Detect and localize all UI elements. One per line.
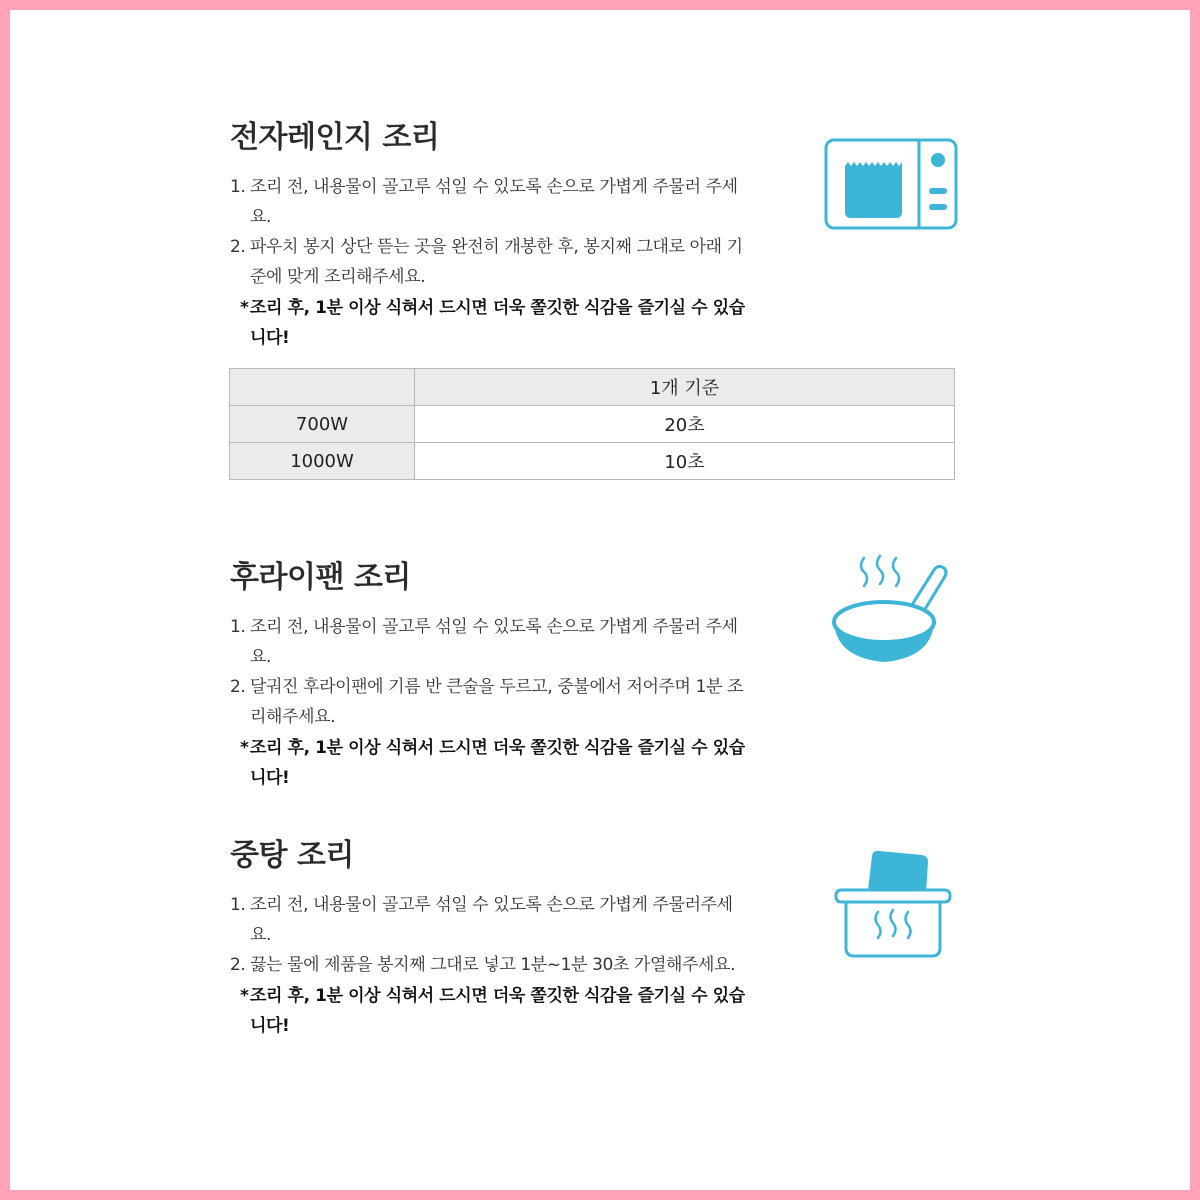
step-item: [230, 890, 750, 950]
step-number: 1.: [230, 895, 246, 915]
note-text: [230, 293, 750, 353]
wattage-cell: 700W: [230, 406, 415, 443]
step-text: 조리 전, 내용물이 골고루 섞일 수 있도록 손으로 가볍게 주물러 주세요.: [250, 177, 738, 227]
table-row: [230, 406, 955, 443]
section-title: 중탕 조리: [230, 838, 354, 873]
microwave-section: [230, 112, 750, 353]
wattage-cell: 1000W: [230, 443, 415, 480]
cooking-time-table: [229, 368, 955, 480]
double-boiler-section: [230, 830, 750, 1041]
table-header-row: [230, 369, 955, 406]
step-item: [230, 232, 750, 292]
step-number: 2.: [230, 677, 246, 697]
step-text: 조리 전, 내용물이 골고루 섞일 수 있도록 손으로 가볍게 주물러 주세요.: [250, 617, 738, 667]
header-cell: 1개 기준: [415, 369, 955, 406]
note-text: [230, 733, 750, 793]
table-row: [230, 443, 955, 480]
note-body: 조리 후, 1분 이상 식혀서 드시면 더욱 쫄깃한 식감을 즐기실 수 있습니다!: [250, 738, 745, 788]
frying-pan-icon: [826, 550, 956, 670]
step-number: 2.: [230, 955, 246, 975]
step-item: [230, 612, 750, 672]
microwave-icon: [824, 138, 960, 232]
steps-list: [230, 172, 750, 353]
step-item: [230, 950, 750, 980]
step-text: 끓는 물에 제품을 봉지째 그대로 넣고 1분~1분 30초 가열해주세요.: [250, 955, 736, 975]
step-number: 1.: [230, 617, 246, 637]
header-cell: [230, 369, 415, 406]
note-star: *: [240, 986, 249, 1006]
note-star: *: [240, 738, 249, 758]
step-item: [230, 172, 750, 232]
steps-list: [230, 612, 750, 793]
pot-icon: [832, 846, 956, 962]
section-title: 후라이팬 조리: [230, 560, 411, 595]
time-cell: 10초: [415, 443, 955, 480]
step-text: 조리 전, 내용물이 골고루 섞일 수 있도록 손으로 가볍게 주물러주세요.: [250, 895, 733, 945]
note-text: [230, 981, 750, 1041]
step-text: 파우치 봉지 상단 뜯는 곳을 완전히 개봉한 후, 봉지째 그대로 아래 기준에 맞게 조리해주세요.: [250, 237, 743, 287]
step-number: 1.: [230, 177, 246, 197]
section-title: 전자레인지 조리: [230, 120, 440, 155]
note-body: 조리 후, 1분 이상 식혀서 드시면 더욱 쫄깃한 식감을 즐기실 수 있습니다!: [250, 298, 745, 348]
note-star: *: [240, 298, 249, 318]
note-body: 조리 후, 1분 이상 식혀서 드시면 더욱 쫄깃한 식감을 즐기실 수 있습니다!: [250, 986, 745, 1036]
frying-pan-section: [230, 552, 750, 793]
step-text: 달궈진 후라이팬에 기름 반 큰술을 두르고, 중불에서 저어주며 1분 조리해주세요.: [250, 677, 744, 727]
time-cell: 20초: [415, 406, 955, 443]
steps-list: [230, 890, 750, 1041]
step-number: 2.: [230, 237, 246, 257]
step-item: [230, 672, 750, 732]
